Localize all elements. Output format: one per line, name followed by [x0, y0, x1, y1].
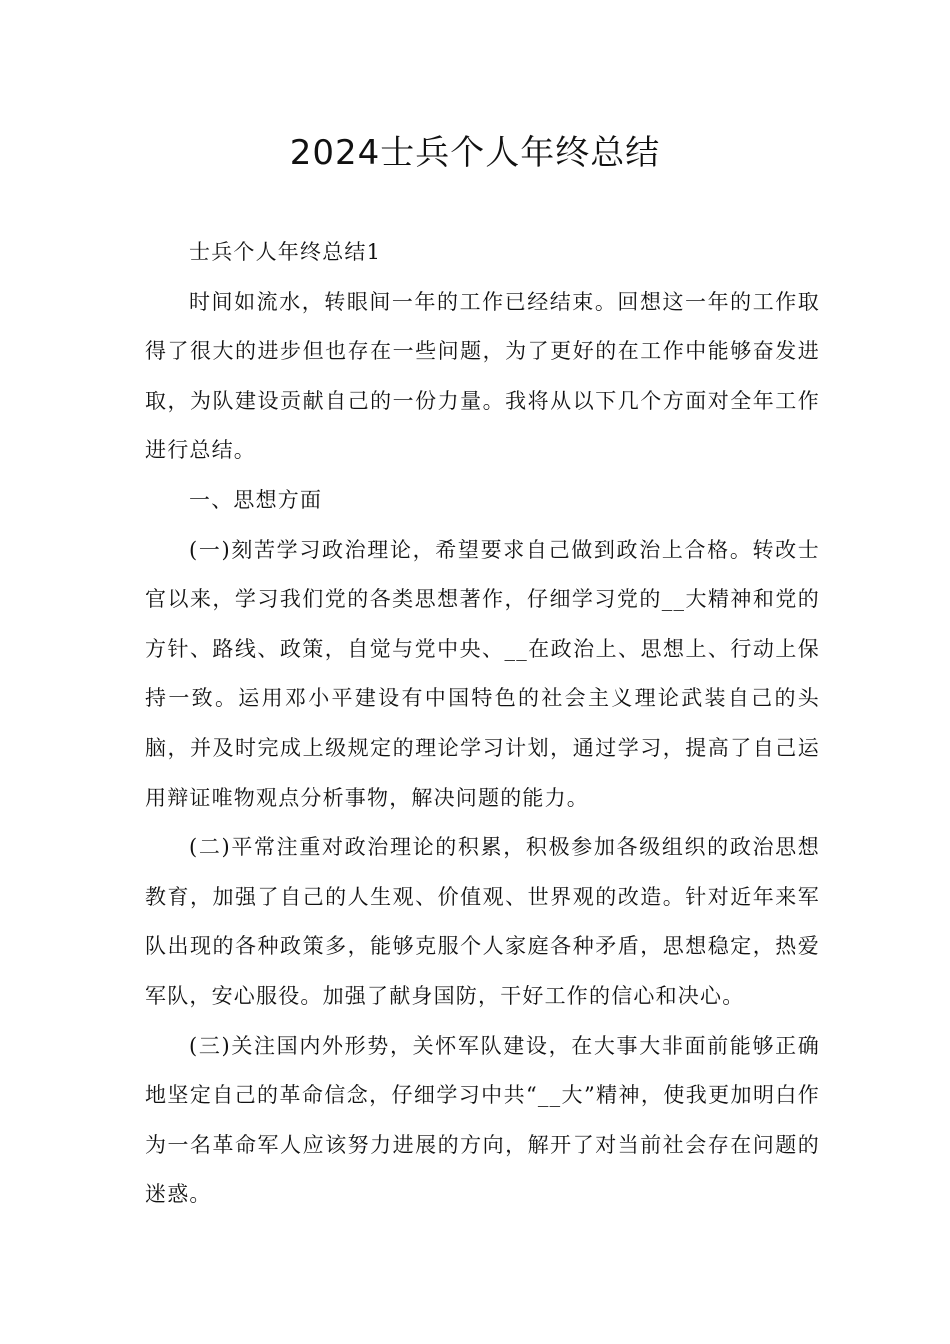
intro-paragraph: 时间如流水，转眼间一年的工作已经结束。回想这一年的工作取得了很大的进步但也存在一些问题，为了更好的在工作中能够奋发进取，为队建设贡献自己的一份力量。我将从以下几个方面对全年工作进行总结。: [145, 289, 820, 463]
paragraph-item-2: (二)平常注重对政治理论的积累，积极参加各级组织的政治思想教育，加强了自己的人生观、价值观、世界观的改造。针对近年来军队出现的各种政策多，能够克服个人家庭各种矛盾，思想稳定，热爱军队，安心服役。加强了献身国防，干好工作的信心和决心。: [145, 835, 820, 1008]
paragraph-item-3: (三)关注国内外形势，关怀军队建设，在大事大非面前能够正确地坚定自己的革命信念，仔细学习中共“__大”精神，使我更加明白作为一名革命军人应该努力进展的方向，解开了对当前社会存在问题的迷惑。: [145, 1033, 820, 1207]
part-heading: 一、思想方面: [189, 487, 323, 512]
section-heading: 士兵个人年终总结1: [189, 240, 382, 264]
paragraph-item-1: (一)刻苦学习政治理论，希望要求自己做到政治上合格。转改士官以来，学习我们党的各类思想著作，仔细学习党的__大精神和党的方针、路线、政策，自觉与党中央、__在政治上、思想上、行动上保持一致。运用邓小平建设有中国特色的社会主义理论武装自己的头脑，并及时完成上级规定的理论学习计划，通过学习，提高了自己运用辩证唯物观点分析事物，解决问题的能力。: [145, 537, 820, 810]
document-body: [145, 228, 820, 1220]
document-title: 2024士兵个人年终总结: [289, 133, 661, 173]
